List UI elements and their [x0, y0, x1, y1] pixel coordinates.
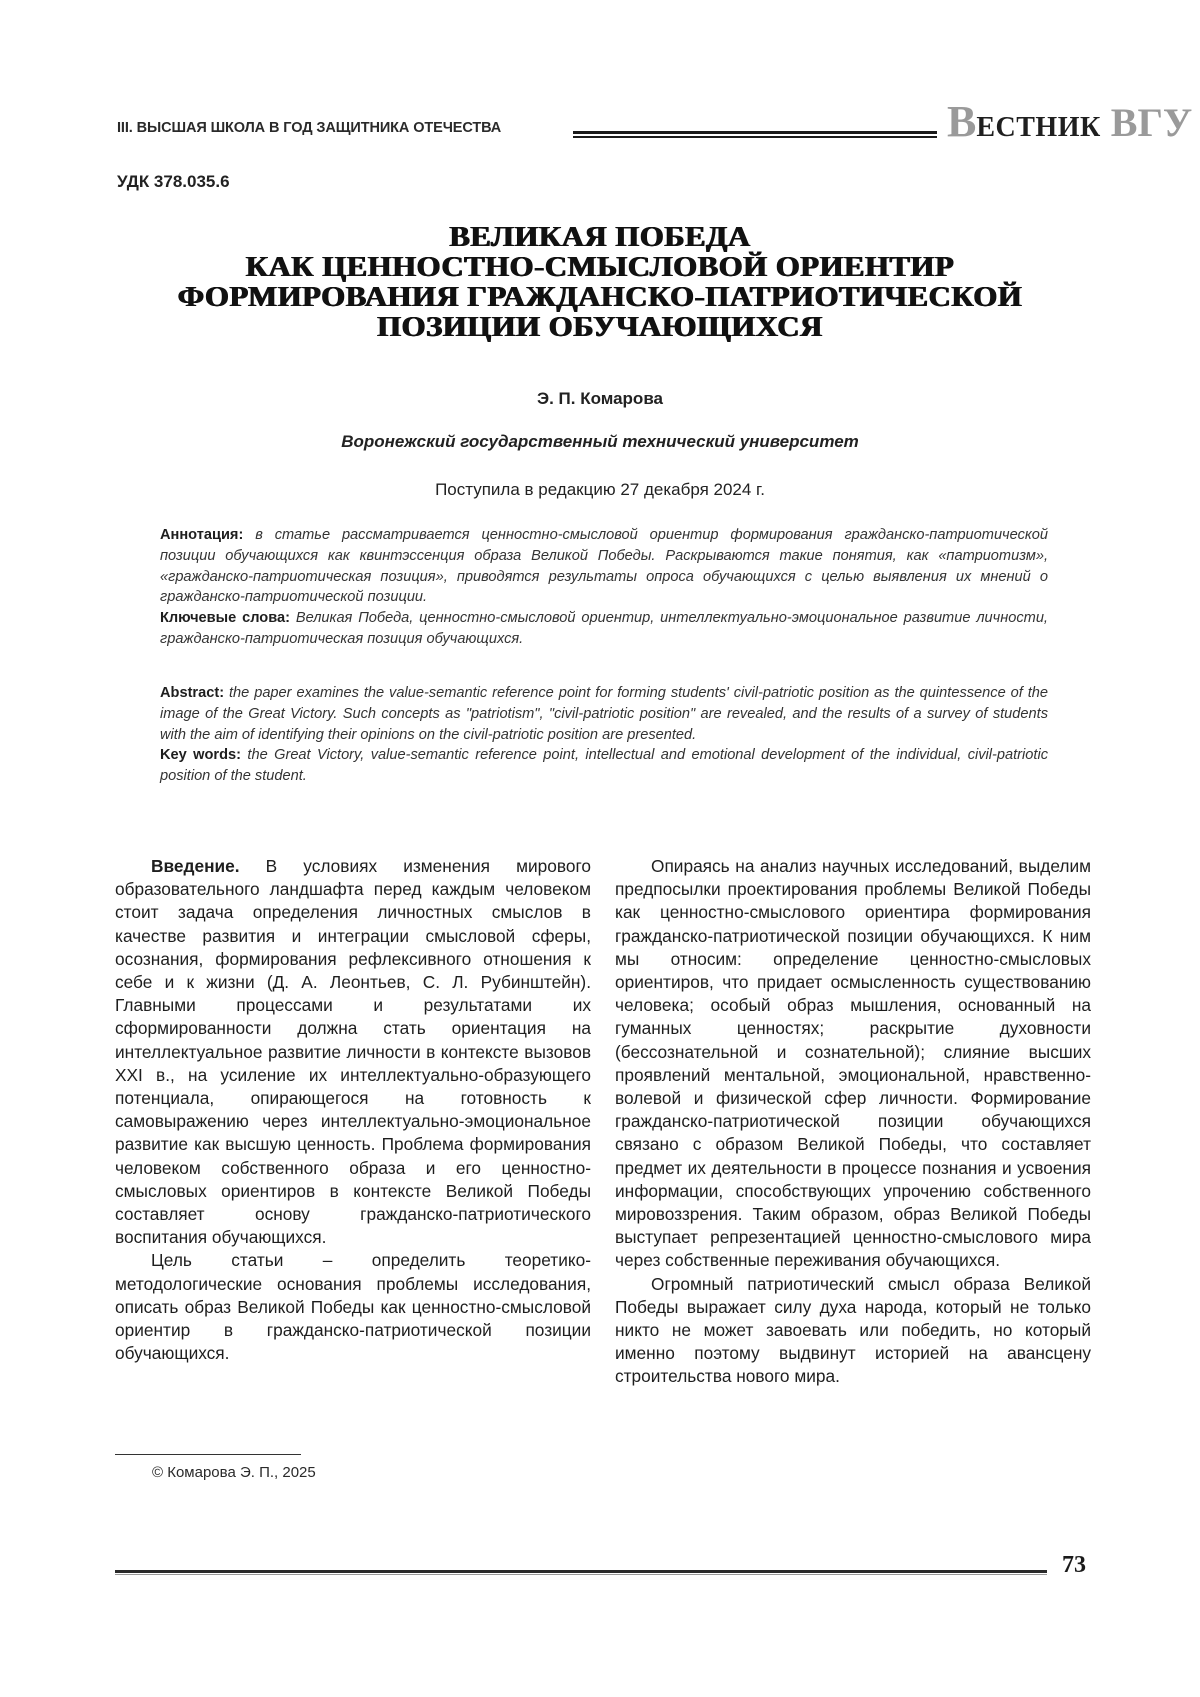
abstract-en-label: Abstract: [160, 685, 225, 701]
footnote-divider [115, 1454, 301, 1455]
journal-logo-cap: В [947, 97, 977, 146]
abstract-ru-label: Аннотация: [160, 527, 244, 543]
abstract-ru [160, 525, 1048, 650]
udk-code: УДК 378.035.6 [117, 172, 230, 191]
abstract-en-text: Abstract: the paper examines the value-semantic reference point for forming students' civil-patriotic position as the quintessence of the image of the Great Victory. Such concepts as "patriotism", "civil-patriotic position" are revealed, and the results of a survey of students with the aim of identifying their opinions on the civil-patriotic position are presented. [160, 685, 1048, 743]
header-double-rule [573, 131, 937, 138]
keywords-ru-label: Ключевые слова: [160, 610, 290, 627]
body-paragraph: Цель статьи – определить теоретико-методологические основания проблемы исследования, описать образ Великой Победы как ценностно-смысловой ориентир в гражданско-патриотической позиции обучающихся. [115, 1250, 591, 1364]
body-paragraph: Огромный патриотический смысл образа Великой Победы выражает силу духа народа, который не только никто не может завоевать или победить, но который именно поэтому выдвинут историей на авансцену строительства нового мира. [615, 1273, 1091, 1387]
body-column-right [615, 855, 1091, 1389]
title-line: ВЕЛИКАЯ ПОБЕДА [449, 221, 751, 253]
body-column-left [115, 855, 591, 1365]
body-paragraph: Введение. В условиях изменения мирового образовательного ландшафта перед каждым человеком стоит задача определения личностных смыслов в качестве развития и интеграции смысловой сферы, осознания, формирования рефлексивного отношения к себе и к жизни (Д. А. Леонтьев, С. Л. Рубинштейн). Главными процессами и результатами их сформированности должна стать ориентация на интеллектуальное развитие личности в контексте вызовов XXI в., на усиление их интеллектуально-образующего потенциала, опирающегося на готовность к самовыражению через интеллектуально-эмоциональное развитие как высшую ценность. Проблема формирования человеком собственного образа и его ценностно-смысловых ориентиров в контексте Великой Победы составляет основу гражданско-патриотического воспитания обучающихся. [115, 856, 591, 1248]
body-paragraph: Опираясь на анализ научных исследований, выделим предпосылки проектирования проблемы Великой Победы как ценностно-смыслового ориентира формирования гражданско-патриотической позиции обучающихся. К ним мы относим: определение ценностно-смысловых ориентиров, что придает осмысленность существованию человека; особый образ мышления, основанный на гуманных ценностях; раскрытие духовности (бессознательной и сознательной); слияние высших проявлений ментальной, эмоциональной, нравственно-волевой и физической сфер личности. Формирование гражданско-патриотической позиции обучающихся связано с образом Великой Победы, что составляет предмет их деятельности в процессе познания и усвоения информации, способствующих упрочению собственного мировоззрения. Таким образом, образ Великой Победы выступает репрезентацией ценностно-смыслового мира через собственные переживания обучающихся. [615, 856, 1091, 1271]
title-line: ПОЗИЦИИ ОБУЧАЮЩИХСЯ [377, 311, 823, 343]
running-header [117, 97, 1193, 146]
journal-logo-abbr: ВГУ [1110, 100, 1193, 145]
title-line: КАК ЦЕННОСТНО-СМЫСЛОВОЙ ОРИЕНТИР [245, 251, 955, 283]
intro-heading: Введение. [151, 856, 240, 876]
title-line: ФОРМИРОВАНИЯ ГРАЖДАНСКО-ПАТРИОТИЧЕСКОЙ [177, 281, 1023, 313]
affiliation: Воронежский государственный технический университет [341, 432, 859, 451]
footer-rule [115, 1570, 1047, 1573]
author-name: Э. П. Комарова [537, 389, 663, 408]
section-title: III. ВЫСШАЯ ШКОЛА В ГОД ЗАЩИТНИКА ОТЕЧЕСТВА [117, 120, 502, 136]
copyright-footnote: © Комарова Э. П., 2025 [152, 1464, 316, 1481]
journal-logo [947, 97, 1193, 146]
article-title [70, 222, 1130, 342]
keywords-en-label: Key words: [160, 747, 242, 764]
journal-logo-rest: ЕСТНИК [976, 112, 1101, 143]
keywords-en: Key words: the Great Victory, value-semantic reference point, intellectual and emotional development of the individual, civil-patriotic position of the student. [160, 747, 1048, 785]
abstract-en [160, 683, 1048, 787]
received-date: Поступила в редакцию 27 декабря 2024 г. [435, 480, 765, 499]
footer-rule-shadow [115, 1574, 1047, 1575]
page-number: 73 [1062, 1552, 1086, 1578]
abstract-ru-text: Аннотация: в статье рассматривается ценностно-смысловой ориентир формирования гражданско-патриотической позиции обучающихся как квинтэссенция образа Великой Победы. Раскрываются такие понятия, как «патриотизм», «гражданско-патриотическая позиция», приводятся результаты опроса обучающихся с целью выявления их мнений о гражданско-патриотической позиции. [160, 527, 1048, 606]
keywords-ru: Ключевые слова: Великая Победа, ценностно-смысловой ориентир, интеллектуально-эмоциональное развитие личности, гражданско-патриотическая позиция обучающихся. [160, 610, 1048, 647]
